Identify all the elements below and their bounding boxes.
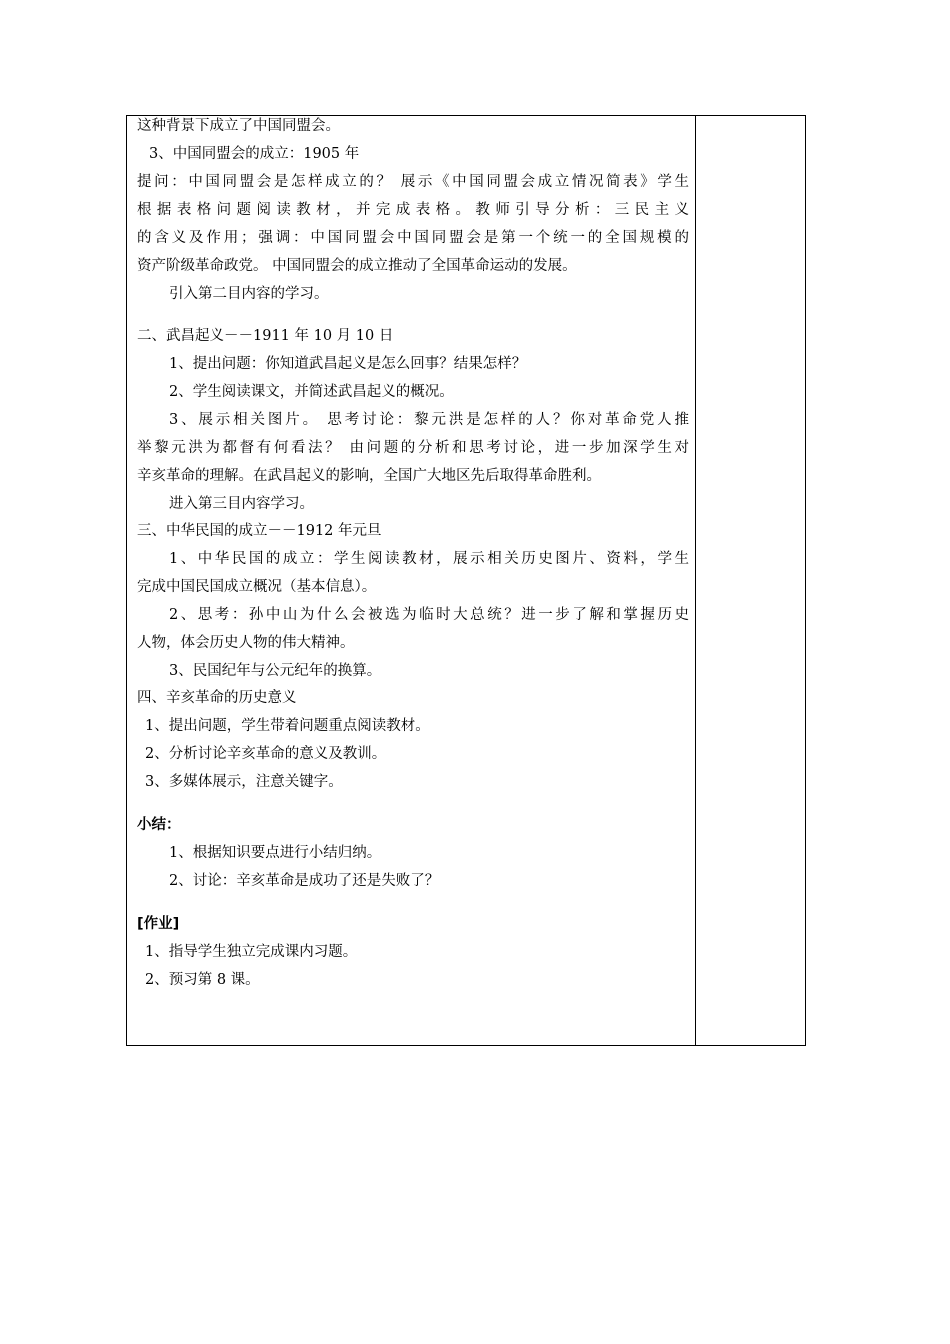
text-line: 3、多媒体展示，注意关键字。 <box>145 774 343 790</box>
homework-heading: [作业] <box>137 916 180 932</box>
summary-heading: 小结： <box>137 817 181 833</box>
text-line: 进入第三目内容学习。 <box>169 496 314 512</box>
text-line: 3、展示相关图片。 思考讨论：黎元洪是怎样的人？你对革命党人推 <box>169 412 689 428</box>
text-line: 3、民国纪年与公元纪年的换算。 <box>169 663 382 679</box>
section-heading: 四、辛亥革命的历史意义 <box>137 690 297 706</box>
notes-cell <box>696 116 805 1045</box>
text-line: 辛亥革命的理解。在武昌起义的影响，全国广大地区先后取得革命胜利。 <box>137 468 601 484</box>
text-line: 2、思考：孙中山为什么会被选为临时大总统？进一步了解和掌握历史 <box>169 607 689 623</box>
text-line: 1、根据知识要点进行小结归纳。 <box>169 845 382 861</box>
text-line: 完成中国民国成立概况（基本信息）。 <box>137 579 377 595</box>
text-line: 1、提出问题：你知道武昌起义是怎么回事？结果怎样？ <box>169 356 527 372</box>
text-line: 1、指导学生独立完成课内习题。 <box>145 944 358 960</box>
lesson-plan-table <box>126 115 806 1046</box>
text-line: 举黎元洪为都督有何看法？ 由问题的分析和思考讨论，进一步加深学生对 <box>137 440 689 456</box>
text-line: 引入第二目内容的学习。 <box>169 286 329 302</box>
content-cell <box>127 116 695 1045</box>
text-line: 1、中华民国的成立：学生阅读教材，展示相关历史图片、资料，学生 <box>169 551 689 567</box>
text-line: 根据表格问题阅读教材，并完成表格。教师引导分析：三民主义 <box>137 202 689 218</box>
text-line: 资产阶级革命政党。 中国同盟会的成立推动了全国革命运动的发展。 <box>137 258 577 274</box>
text-line: 2、分析讨论辛亥革命的意义及教训。 <box>145 746 387 762</box>
text-line: 3、中国同盟会的成立：1905 年 <box>149 146 360 162</box>
text-line: 这种背景下成立了中国同盟会。 <box>137 118 340 134</box>
section-heading: 三、中华民国的成立－－1912 年元旦 <box>137 523 382 539</box>
text-line: 2、预习第 8 课。 <box>145 972 260 988</box>
text-line: 的含义及作用；强调：中国同盟会中国同盟会是第一个统一的全国规模的 <box>137 230 689 246</box>
text-line: 提问：中国同盟会是怎样成立的？ 展示《中国同盟会成立情况简表》学生 <box>137 174 689 190</box>
text-line: 2、讨论：辛亥革命是成功了还是失败了？ <box>169 873 440 889</box>
section-heading: 二、武昌起义－－1911 年 10 月 10 日 <box>137 328 394 344</box>
text-line: 1、提出问题，学生带着问题重点阅读教材。 <box>145 718 430 734</box>
text-line: 人物，体会历史人物的伟大精神。 <box>137 635 355 651</box>
text-line: 2、学生阅读课文，并简述武昌起义的概况。 <box>169 384 454 400</box>
